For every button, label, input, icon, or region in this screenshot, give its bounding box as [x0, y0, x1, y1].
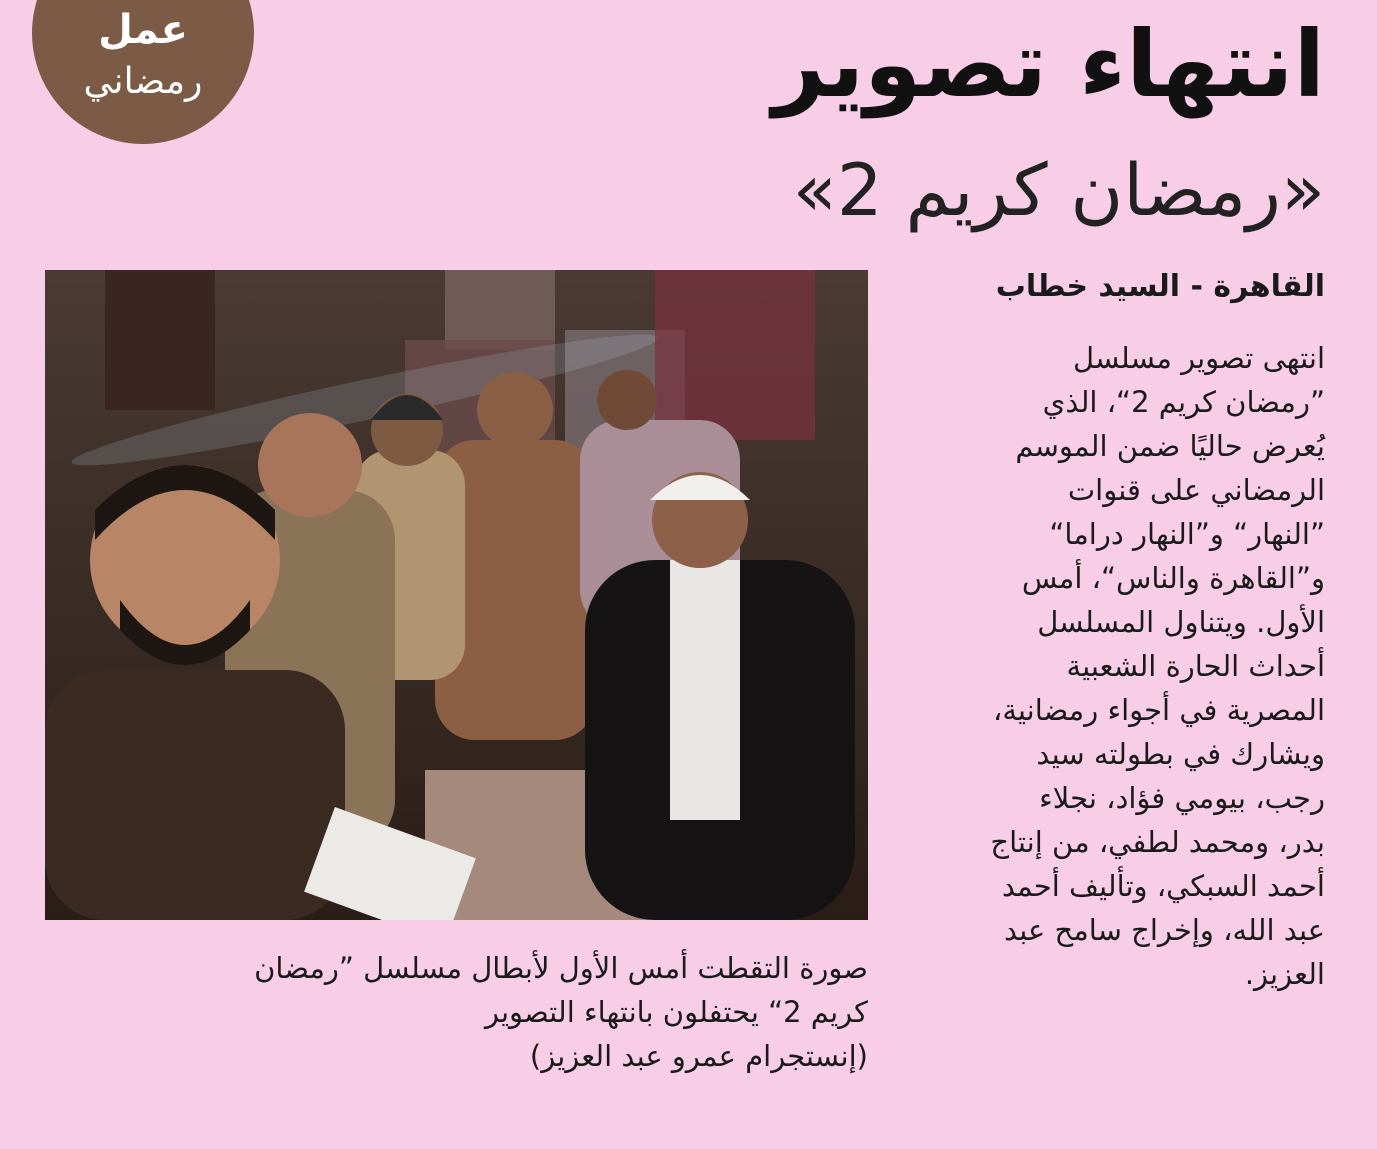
photo-illustration: [45, 270, 868, 920]
subheadline: «رمضان كريم 2»: [792, 148, 1325, 232]
article-photo: [45, 270, 868, 920]
badge-line-1: عمل: [98, 7, 188, 53]
section-badge: [32, 0, 254, 144]
headline: انتهاء تصوير: [772, 11, 1325, 118]
photo-caption: صورة التقطت أمس الأول لأبطال مسلسل ”رمضان كريم 2“ يحتفلون بانتهاء التصوير (إنستجرام عمرو عبد العزيز): [254, 951, 868, 1073]
byline: القاهرة - السيد خطاب: [995, 269, 1325, 304]
badge-line-2: رمضاني: [83, 61, 203, 102]
article-body: انتهى تصوير مسلسل ”رمضان كريم 2“، الذي يُعرض حاليًا ضمن الموسم الرمضاني على قنوات ”النهار“ و”النهار دراما“ و”القاهرة والناس“، أمس الأول. ويتناول المسلسل أحداث الحارة الشعبية المصرية في أجواء رمضانية، ويشارك في بطولته سيد رجب، بيومي فؤاد، نجلاء بدر، ومحمد لطفي، من إنتاج أحمد السبكي، وتأليف أحمد عبد الله، وإخراج سامح عبد العزيز.: [990, 341, 1325, 991]
